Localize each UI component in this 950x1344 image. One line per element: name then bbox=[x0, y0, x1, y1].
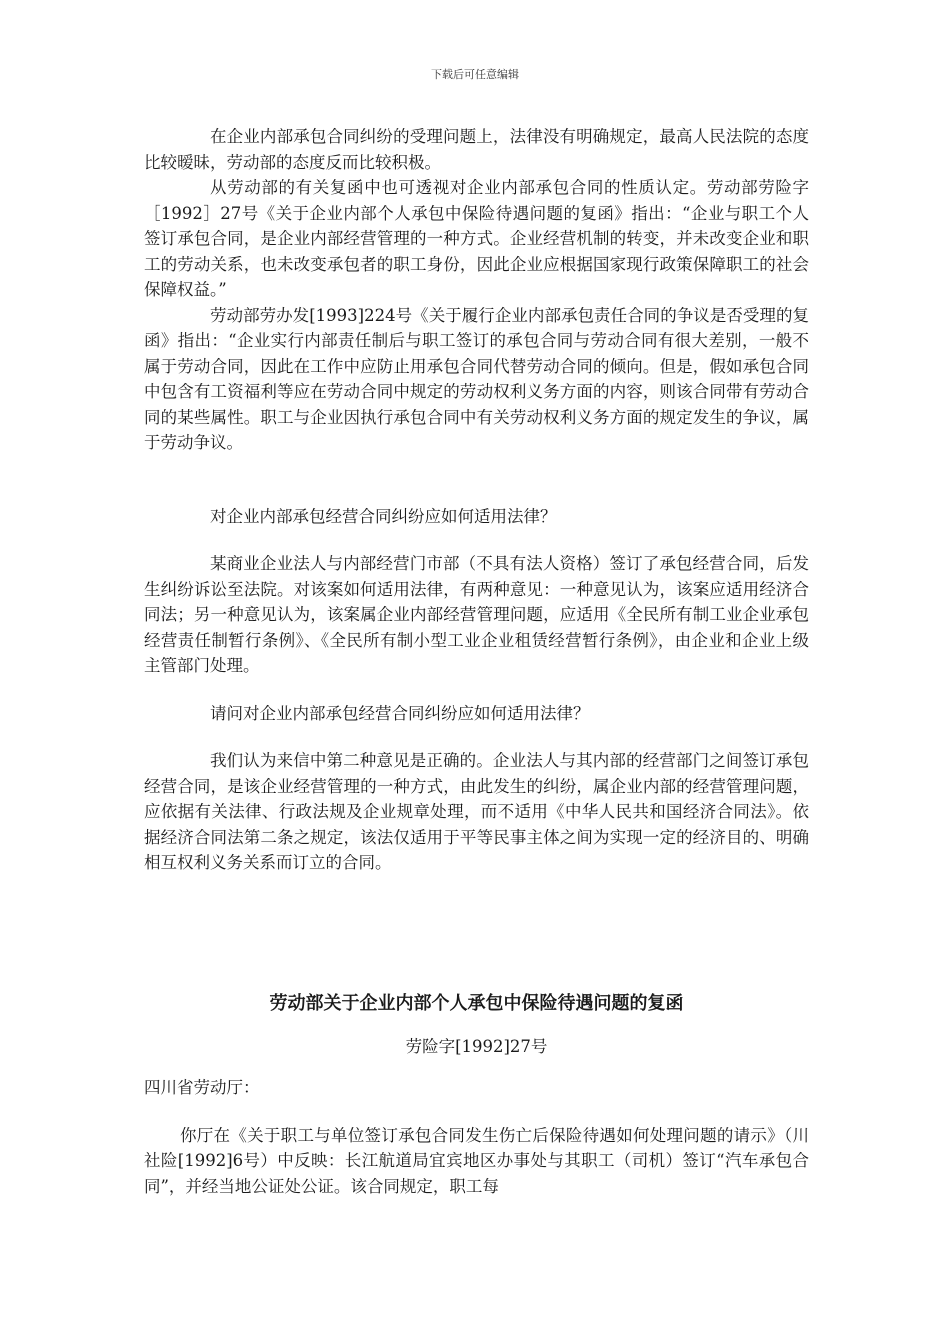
section-title: 劳动部关于企业内部个人承包中保险待遇问题的复函 bbox=[269, 992, 684, 1014]
addressee: 四川省劳动厅： bbox=[144, 1078, 260, 1097]
question-heading-2: 请问对企业内部承包经营合同纠纷应如何适用法律？ bbox=[210, 703, 590, 723]
paragraph-1: 在企业内部承包合同纠纷的受理问题上，法律没有明确规定，最高人民法院的态度比较暧昧，劳动部的态度反而比较积极。 bbox=[144, 127, 809, 172]
paragraph-3: 劳动部劳办发[1993]224号《关于履行企业内部承包责任合同的争议是否受理的复函》指出：“企业实行内部责任制后与职工签订的承包合同与劳动合同有很大差别，一般不属于劳动合同，因此在工作中应防止用承包合同代替劳动合同的倾向。但是，假如承包合同中包含有工资福利等应在劳动合同中规定的劳动权利义务方面的内容，则该合同带有劳动合同的某些属性。职工与企业因执行承包合同中有关劳动权利义务方面的规定发生的争议，属于劳动争议。 bbox=[144, 305, 809, 452]
document-body bbox=[144, 124, 809, 1199]
section-body: 你厅在《关于职工与单位签订承包合同发生伤亡后保险待遇如何处理问题的请示》（川社险[1992]6号）中反映：长江航道局宜宾地区办事处与其职工（司机）签订“汽车承包合同”，并经当地公证处公证。该合同规定，职工每 bbox=[144, 1125, 809, 1196]
paragraph-4: 某商业企业法人与内部经营门市部（不具有法人资格）签订了承包经营合同，后发生纠纷诉讼至法院。对该案如何适用法律，有两种意见：一种意见认为，该案应适用经济合同法；另一种意见认为，该案属企业内部经营管理问题，应适用《全民所有制工业企业承包经营责任制暂行条例》、《全民所有制小型工业企业租赁经营暂行条例》，由企业和企业上级主管部门处理。 bbox=[144, 554, 809, 675]
document-number: 劳险字[1992]27号 bbox=[405, 1036, 548, 1056]
question-heading-1: 对企业内部承包经营合同纠纷应如何适用法律？ bbox=[210, 506, 557, 526]
paragraph-5: 我们认为来信中第二种意见是正确的。企业法人与其内部的经营部门之间签订承包经营合同，是该企业经营管理的一种方式，由此发生的纠纷，属企业内部的经营管理问题，应依据有关法律、行政法规及企业规章处理，而不适用《中华人民共和国经济合同法》。依据经济合同法第二条之规定，该法仅适用于平等民事主体之间为实现一定的经济目的、明确相互权利义务关系而订立的合同。 bbox=[144, 751, 809, 872]
paragraph-2: 从劳动部的有关复函中也可透视对企业内部承包合同的性质认定。劳动部劳险字［1992］27号《关于企业内部个人承包中保险待遇问题的复函》指出：“企业与职工个人签订承包合同，是企业内部经营管理的一种方式。企业经营机制的转变，并未改变企业和职工的劳动关系，也未改变承包者的职工身份，因此企业应根据国家现行政策保障职工的社会保障权益。” bbox=[144, 178, 809, 299]
page-header: 下载后可任意编辑 bbox=[431, 68, 519, 81]
